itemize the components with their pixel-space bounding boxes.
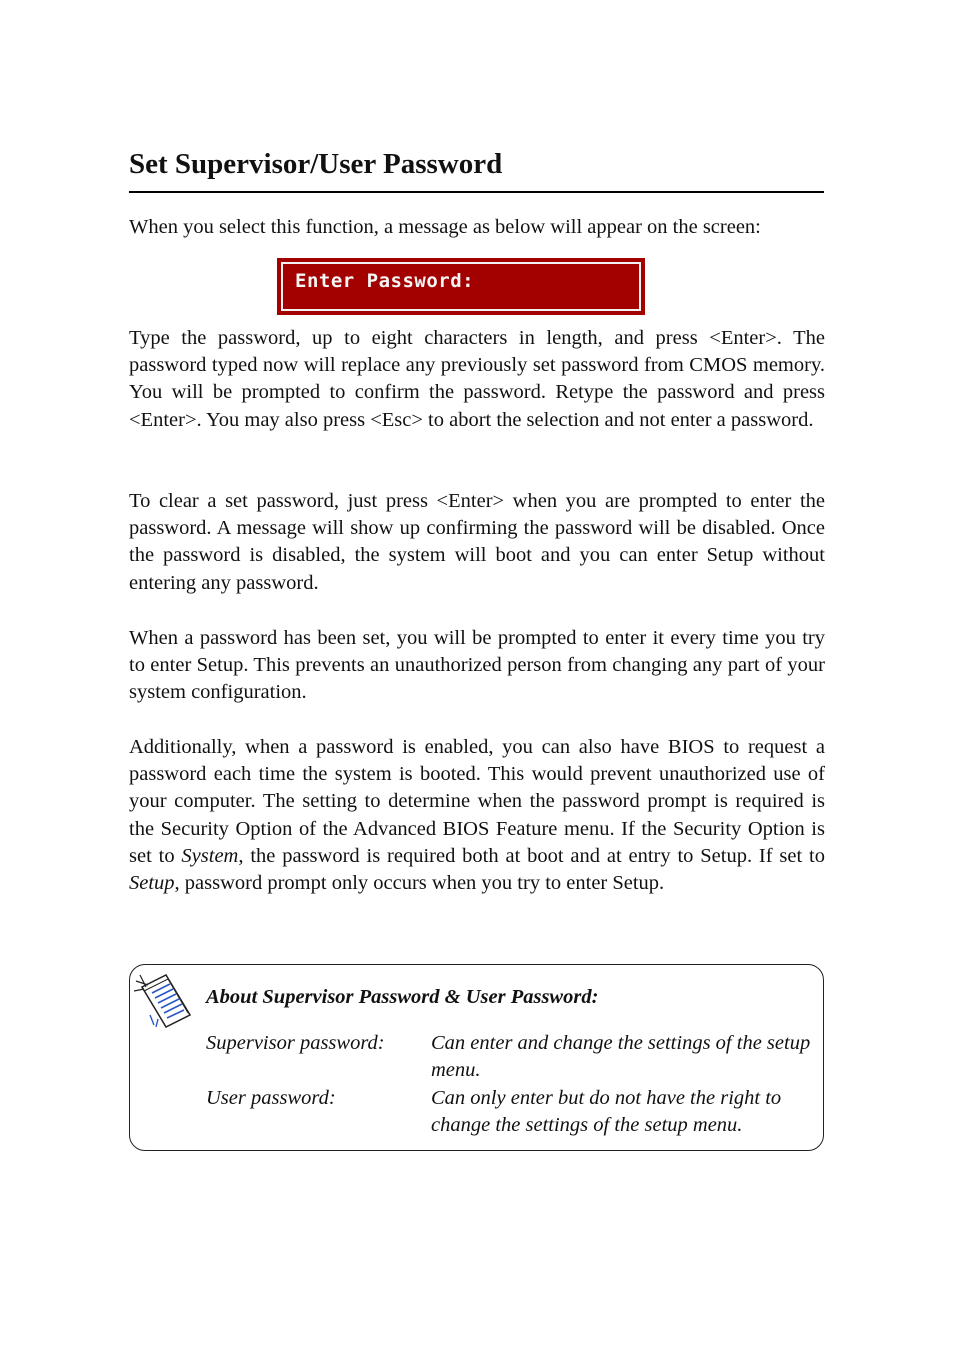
bios-prompt-text: Enter Password: [295,270,475,292]
paragraph-set-password: Type the password, up to eight characters in length, and press <Enter>. The password typed now will replace any previously set password from CMOS memory. You will be prompted to confirm the password. Retype the password and press <Enter>. You may also press <Esc> to abort the selection and not enter a password. [129,327,825,431]
section-title: Set Supervisor/User Password [129,148,503,180]
security-option-text-2: , the password is required both at boot and at entry to Setup. If set to [238,844,825,867]
security-option-text-3: , password prompt only occurs when you try to enter Setup. [174,872,665,895]
note-definition-user: Can only enter but do not have the right to change the settings of the setup menu. [431,1087,782,1136]
note-heading: About Supervisor Password & User Password: [206,986,599,1008]
intro-paragraph: When you select this function, a message as below will appear on the screen: [129,216,761,238]
paragraph-setup-prompt: When a password has been set, you will be prompted to enter it every time you try to enter Setup. This prevents an unauthorized person from changing any part of your system configuration. [129,627,825,704]
paragraph-clear-password: To clear a set password, just press <Enter> when you are prompted to enter the password. A message will show up confirming the password will be disabled. Once the password is disabled, the system will boot and you can enter Setup without entering any password. [129,490,825,594]
security-option-text-1: Additionally, when a password is enabled, you can also have BIOS to request a password each time the system is booted. This would prevent unauthorized use of your computer. The setting to determine when the password prompt is required is the Security Option of the Advanced BIOS Feature menu. If the Security Option is set to [129,736,825,867]
note-box [129,964,824,1151]
paragraph-security-option [129,734,825,897]
note-definition-supervisor: Can enter and change the settings of the setup menu. [431,1032,811,1081]
title-underline [129,191,824,193]
note-term-user: User password: [206,1087,336,1109]
note-term-supervisor: Supervisor password: [206,1032,385,1054]
note-paper-icon [132,969,196,1029]
security-option-system: System [181,844,239,867]
security-option-setup: Setup [129,872,175,895]
bios-password-prompt [277,258,645,315]
